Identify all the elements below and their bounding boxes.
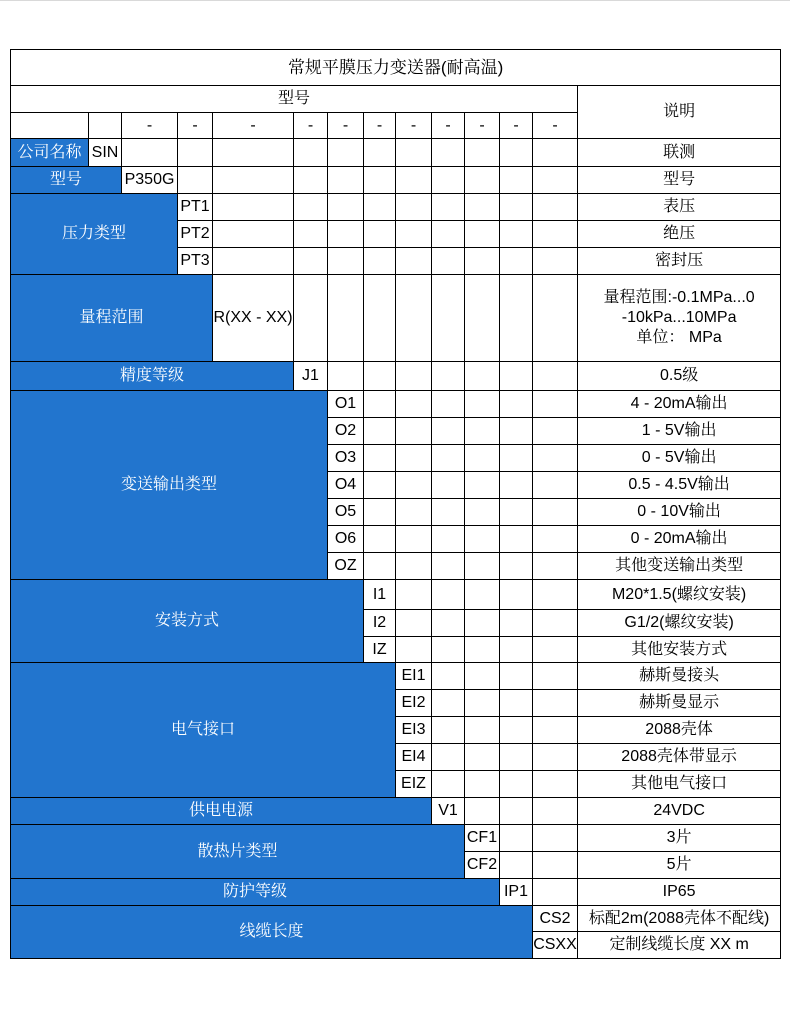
code-cell: CSXX [533,932,578,959]
desc-cell [578,275,781,362]
grid-cell [396,499,432,526]
desc-cell: 0.5级 [578,362,781,391]
grid-cell [364,526,396,553]
grid-cell [396,248,432,275]
code-cell: EI4 [396,744,432,771]
grid-cell [364,194,396,221]
grid-cell [500,167,533,194]
dash-cell: - [364,113,396,139]
grid-cell [294,194,328,221]
desc-cell: 5片 [578,852,781,879]
code-cell: OZ [328,553,364,580]
grid-cell [396,526,432,553]
grid-cell [432,690,465,717]
grid-cell [213,139,294,167]
grid-cell [500,663,533,690]
grid-cell [432,167,465,194]
dash-cell: - [500,113,533,139]
desc-cell: 1 - 5V输出 [578,418,781,445]
grid-cell [328,362,364,391]
grid-cell [294,139,328,167]
grid-cell [328,167,364,194]
grid-cell [533,852,578,879]
grid-cell [465,167,500,194]
grid-cell [500,391,533,418]
grid-cell [364,275,396,362]
desc-cell: 0 - 5V输出 [578,445,781,472]
grid-cell [364,139,396,167]
grid-cell [465,663,500,690]
grid-cell [500,418,533,445]
grid-cell [533,275,578,362]
grid-cell [213,221,294,248]
grid-cell [178,139,213,167]
grid-cell [533,580,578,610]
grid-cell [500,690,533,717]
code-cell: O5 [328,499,364,526]
code-cell: EI3 [396,717,432,744]
model-header-cell: 型号 [11,86,578,113]
grid-cell [500,798,533,825]
grid-cell [533,167,578,194]
code-cell: V1 [432,798,465,825]
grid-cell [500,825,533,852]
grid-cell [396,445,432,472]
grid-cell [364,221,396,248]
code-cell: I1 [364,580,396,610]
grid-cell [396,472,432,499]
grid-cell [328,139,364,167]
desc-cell: 表压 [578,194,781,221]
grid-cell [465,275,500,362]
grid-cell [500,717,533,744]
grid-cell [465,139,500,167]
desc-cell: M20*1.5(螺纹安装) [578,580,781,610]
grid-cell [364,472,396,499]
attr-label-cell: 公司名称 [11,139,89,167]
desc-cell: 密封压 [578,248,781,275]
grid-cell [465,798,500,825]
dash-cell: - [294,113,328,139]
desc-cell: 2088壳体 [578,717,781,744]
grid-cell [533,391,578,418]
grid-cell [213,167,294,194]
grid-cell [465,499,500,526]
grid-cell [500,852,533,879]
grid-cell [364,499,396,526]
grid-cell [500,362,533,391]
code-cell: P350G [122,167,178,194]
grid-cell [432,391,465,418]
grid-cell [294,275,328,362]
grid-cell [465,194,500,221]
grid-cell [396,637,432,663]
grid-cell [432,610,465,637]
desc-header-cell: 说明 [578,86,781,139]
grid-cell [294,221,328,248]
grid-cell [533,744,578,771]
dash-cell: - [178,113,213,139]
grid-cell [178,167,213,194]
code-cell: PT1 [178,194,213,221]
grid-cell [328,248,364,275]
grid-cell [432,499,465,526]
grid-cell [533,798,578,825]
grid-cell [533,221,578,248]
code-cell: O4 [328,472,364,499]
desc-cell: 型号 [578,167,781,194]
grid-cell [396,194,432,221]
grid-cell [432,717,465,744]
code-cell: CS2 [533,906,578,932]
grid-cell [533,418,578,445]
grid-cell [500,499,533,526]
desc-cell: 联测 [578,139,781,167]
grid-cell [364,391,396,418]
code-cell: O3 [328,445,364,472]
desc-cell: 赫斯曼接头 [578,663,781,690]
dash-cell: - [122,113,178,139]
grid-cell [432,663,465,690]
range-desc-line: -10kPa...10MPa [621,309,737,326]
attr-label-cell: 供电电源 [11,798,432,825]
grid-cell [500,275,533,362]
grid-cell [396,139,432,167]
grid-cell [533,663,578,690]
grid-cell [396,275,432,362]
grid-cell [328,221,364,248]
code-cell: EI1 [396,663,432,690]
grid-cell [122,139,178,167]
dash-cell: - [396,113,432,139]
grid-cell [396,362,432,391]
grid-cell [533,637,578,663]
grid-cell [364,167,396,194]
attr-label-cell: 安装方式 [11,580,364,663]
grid-cell [465,418,500,445]
grid-cell [465,637,500,663]
desc-cell: 赫斯曼显示 [578,690,781,717]
grid-cell [500,526,533,553]
grid-cell [364,362,396,391]
grid-cell [533,526,578,553]
grid-cell [432,221,465,248]
grid-cell [533,499,578,526]
grid-cell [533,771,578,798]
grid-cell [213,248,294,275]
grid-cell [432,248,465,275]
grid-cell [396,580,432,610]
code-cell: SIN [89,139,122,167]
grid-cell [500,221,533,248]
grid-cell [533,445,578,472]
desc-cell: 3片 [578,825,781,852]
code-cell: EIZ [396,771,432,798]
attr-label-cell: 压力类型 [11,194,178,275]
attr-label-cell: 型号 [11,167,122,194]
desc-cell: IP65 [578,879,781,906]
grid-cell [533,139,578,167]
desc-cell: 其他变送输出类型 [578,553,781,580]
desc-cell: 定制线缆长度 XX m [578,932,781,959]
range-desc-line: 量程范围:-0.1MPa...0 [603,289,755,306]
grid-cell [533,194,578,221]
dash-cell: - [533,113,578,139]
grid-cell [364,248,396,275]
grid-cell [500,771,533,798]
code-cell: J1 [294,362,328,391]
code-cell: CF2 [465,852,500,879]
grid-cell [396,418,432,445]
desc-cell: 0 - 10V输出 [578,499,781,526]
grid-cell [432,418,465,445]
grid-cell [432,580,465,610]
grid-cell [465,580,500,610]
grid-cell [465,248,500,275]
grid-cell [294,167,328,194]
attr-label-cell: 线缆长度 [11,906,533,959]
grid-cell [396,221,432,248]
code-cell: O6 [328,526,364,553]
grid-cell [213,194,294,221]
attr-label-cell: 精度等级 [11,362,294,391]
desc-cell: 0.5 - 4.5V输出 [578,472,781,499]
grid-cell [533,610,578,637]
grid-cell [533,362,578,391]
desc-cell: 其他电气接口 [578,771,781,798]
grid-cell [533,553,578,580]
desc-cell: G1/2(螺纹安装) [578,610,781,637]
grid-cell [465,771,500,798]
grid-cell [396,167,432,194]
grid-cell [465,472,500,499]
grid-cell [432,744,465,771]
code-cell: PT3 [178,248,213,275]
grid-cell [533,690,578,717]
grid-cell [500,139,533,167]
grid-cell [432,139,465,167]
grid-cell [432,362,465,391]
desc-cell: 绝压 [578,221,781,248]
attr-label-cell: 散热片类型 [11,825,465,879]
grid-cell [465,690,500,717]
dash-cell: - [213,113,294,139]
code-cell: IP1 [500,879,533,906]
desc-cell: 其他安装方式 [578,637,781,663]
grid-cell [500,553,533,580]
grid-cell [432,194,465,221]
desc-cell: 0 - 20mA输出 [578,526,781,553]
grid-cell [533,472,578,499]
grid-cell [500,637,533,663]
code-cell: I2 [364,610,396,637]
desc-cell: 标配2m(2088壳体不配线) [578,906,781,932]
grid-cell [396,553,432,580]
grid-cell [500,194,533,221]
grid-cell [89,113,122,139]
dash-cell: - [328,113,364,139]
spec-table [10,49,781,959]
grid-cell [432,637,465,663]
dash-cell: - [432,113,465,139]
grid-cell [432,445,465,472]
code-cell: PT2 [178,221,213,248]
attr-label-cell: 防护等级 [11,879,500,906]
code-cell: CF1 [465,825,500,852]
grid-cell [364,553,396,580]
code-cell: IZ [364,637,396,663]
code-cell: R(XX - XX) [213,275,294,362]
grid-cell [364,418,396,445]
grid-cell [432,472,465,499]
grid-cell [432,275,465,362]
range-desc-line: 单位： MPa [636,329,722,346]
grid-cell [465,362,500,391]
grid-cell [396,391,432,418]
grid-cell [500,744,533,771]
grid-cell [500,472,533,499]
grid-cell [465,445,500,472]
grid-cell [465,526,500,553]
grid-cell [328,275,364,362]
grid-cell [432,553,465,580]
grid-cell [465,744,500,771]
desc-cell: 24VDC [578,798,781,825]
grid-cell [396,610,432,637]
grid-cell [533,825,578,852]
grid-cell [500,248,533,275]
grid-cell [500,445,533,472]
grid-cell [533,879,578,906]
grid-cell [465,391,500,418]
grid-cell [500,580,533,610]
attr-label-cell: 变送输出类型 [11,391,328,580]
desc-cell: 4 - 20mA输出 [578,391,781,418]
grid-cell [533,248,578,275]
grid-cell [465,717,500,744]
code-cell: O2 [328,418,364,445]
grid-cell [432,526,465,553]
grid-cell [465,610,500,637]
grid-cell [328,194,364,221]
grid-cell [294,248,328,275]
grid-cell [465,553,500,580]
code-cell: O1 [328,391,364,418]
grid-cell [533,717,578,744]
attr-label-cell: 量程范围 [11,275,213,362]
grid-cell [465,221,500,248]
grid-cell [364,445,396,472]
desc-cell: 2088壳体带显示 [578,744,781,771]
grid-cell [500,610,533,637]
dash-cell: - [465,113,500,139]
code-cell: EI2 [396,690,432,717]
attr-label-cell: 电气接口 [11,663,396,798]
grid-cell [11,113,89,139]
grid-cell [432,771,465,798]
table-title: 常规平膜压力变送器(耐高温) [11,50,781,86]
